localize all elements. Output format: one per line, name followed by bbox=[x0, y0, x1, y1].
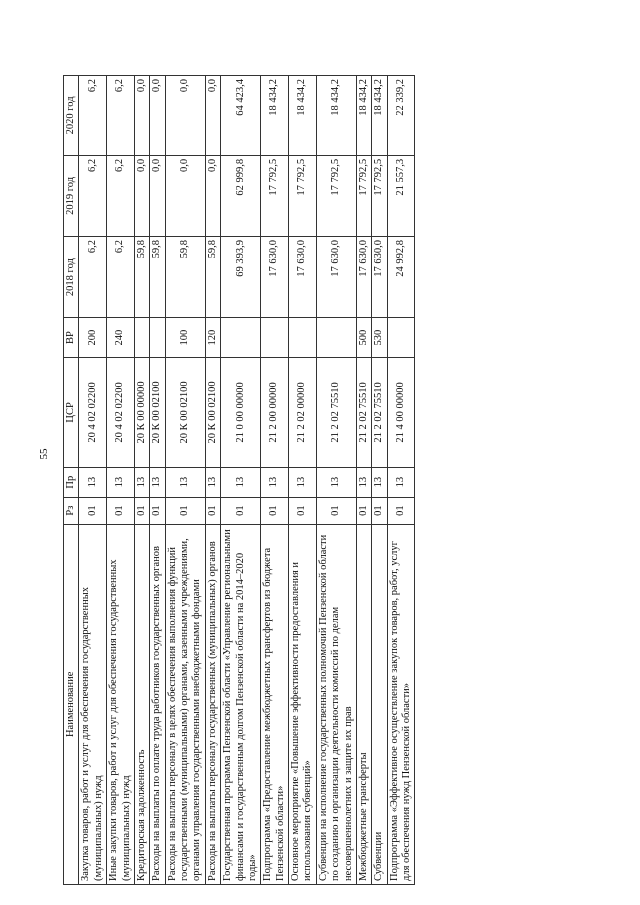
cell-vr bbox=[387, 318, 415, 358]
cell-pr: 13 bbox=[205, 467, 220, 497]
cell-vr bbox=[289, 318, 317, 358]
cell-2020: 0,0 bbox=[165, 76, 205, 156]
page-number: 55 bbox=[38, 448, 50, 460]
cell-2018: 17 630,0 bbox=[356, 237, 371, 318]
col-header-csr: ЦСР bbox=[64, 358, 79, 468]
cell-name: Основное мероприятие «Повышение эффективности предоставления и использования субвенций» bbox=[289, 524, 317, 884]
cell-csr: 21 2 02 75510 bbox=[372, 358, 387, 468]
cell-rz: 01 bbox=[372, 497, 387, 524]
cell-vr: 100 bbox=[165, 318, 205, 358]
cell-vr bbox=[261, 318, 289, 358]
cell-pr: 13 bbox=[221, 467, 261, 497]
cell-pr: 13 bbox=[387, 467, 415, 497]
cell-csr: 20 К 00 02100 bbox=[150, 358, 165, 468]
table-row bbox=[107, 76, 135, 885]
col-header-2020: 2020 год bbox=[64, 76, 79, 156]
cell-rz: 01 bbox=[261, 497, 289, 524]
table-header-row bbox=[64, 76, 79, 885]
cell-csr: 21 2 00 00000 bbox=[261, 358, 289, 468]
cell-rz: 01 bbox=[289, 497, 317, 524]
cell-2018: 17 630,0 bbox=[289, 237, 317, 318]
cell-2020: 0,0 bbox=[205, 76, 220, 156]
cell-2020: 18 434,2 bbox=[289, 76, 317, 156]
cell-2020: 0,0 bbox=[134, 76, 149, 156]
col-header-rz: Рз bbox=[64, 497, 79, 524]
cell-rz: 01 bbox=[79, 497, 107, 524]
cell-vr bbox=[150, 318, 165, 358]
cell-2018: 17 630,0 bbox=[316, 237, 356, 318]
cell-2020: 6,2 bbox=[79, 76, 107, 156]
cell-2019: 0,0 bbox=[165, 155, 205, 236]
cell-csr: 21 4 00 00000 bbox=[387, 358, 415, 468]
cell-pr: 13 bbox=[372, 467, 387, 497]
cell-rz: 01 bbox=[134, 497, 149, 524]
col-header-2019: 2019 год bbox=[64, 155, 79, 236]
cell-2018: 17 630,0 bbox=[372, 237, 387, 318]
cell-csr: 20 4 02 02200 bbox=[79, 358, 107, 468]
cell-2020: 64 423,4 bbox=[221, 76, 261, 156]
cell-2020: 6,2 bbox=[107, 76, 135, 156]
cell-name: Межбюджетные трансферты bbox=[356, 524, 371, 884]
cell-2020: 22 339,2 bbox=[387, 76, 415, 156]
cell-2019: 6,2 bbox=[79, 155, 107, 236]
cell-vr: 530 bbox=[372, 318, 387, 358]
cell-2018: 59,8 bbox=[134, 237, 149, 318]
cell-pr: 13 bbox=[165, 467, 205, 497]
cell-vr: 240 bbox=[107, 318, 135, 358]
cell-csr: 21 2 02 75510 bbox=[356, 358, 371, 468]
cell-2018: 24 992,8 bbox=[387, 237, 415, 318]
cell-vr bbox=[316, 318, 356, 358]
cell-name: Расходы на выплаты персоналу государственных (муниципальных) органов bbox=[205, 524, 220, 884]
cell-2020: 18 434,2 bbox=[356, 76, 371, 156]
cell-pr: 13 bbox=[289, 467, 317, 497]
cell-2019: 0,0 bbox=[205, 155, 220, 236]
col-header-2018: 2018 год bbox=[64, 237, 79, 318]
cell-2019: 62 999,8 bbox=[221, 155, 261, 236]
table-row bbox=[356, 76, 371, 885]
table-row bbox=[205, 76, 220, 885]
cell-2018: 59,8 bbox=[205, 237, 220, 318]
cell-pr: 13 bbox=[316, 467, 356, 497]
cell-2018: 69 393,9 bbox=[221, 237, 261, 318]
cell-pr: 13 bbox=[107, 467, 135, 497]
table-row bbox=[289, 76, 317, 885]
cell-2019: 17 792,5 bbox=[356, 155, 371, 236]
cell-name: Субвенции bbox=[372, 524, 387, 884]
table-row bbox=[261, 76, 289, 885]
table-row bbox=[165, 76, 205, 885]
cell-2020: 0,0 bbox=[150, 76, 165, 156]
table-row bbox=[221, 76, 261, 885]
cell-name: Расходы на выплаты персоналу в целях обеспечения выполнения функций государственными (муниципальными) органами, казенными учреждениями, органами управления государственными внебюджетными фондами bbox=[165, 524, 205, 884]
cell-vr: 120 bbox=[205, 318, 220, 358]
table-row bbox=[134, 76, 149, 885]
table-row bbox=[316, 76, 356, 885]
cell-csr: 21 0 00 00000 bbox=[221, 358, 261, 468]
cell-pr: 13 bbox=[261, 467, 289, 497]
cell-vr bbox=[221, 318, 261, 358]
cell-2019: 17 792,5 bbox=[316, 155, 356, 236]
cell-vr: 200 bbox=[79, 318, 107, 358]
cell-2019: 21 557,3 bbox=[387, 155, 415, 236]
cell-2020: 18 434,2 bbox=[261, 76, 289, 156]
table-container bbox=[63, 75, 526, 885]
cell-2018: 17 630,0 bbox=[261, 237, 289, 318]
table-row bbox=[387, 76, 415, 885]
cell-2020: 18 434,2 bbox=[316, 76, 356, 156]
cell-rz: 01 bbox=[165, 497, 205, 524]
cell-rz: 01 bbox=[205, 497, 220, 524]
cell-rz: 01 bbox=[356, 497, 371, 524]
col-header-pr: Пр bbox=[64, 467, 79, 497]
cell-name: Подпрограмма «Эффективное осуществление закупок товаров, работ, услуг для обеспечения нужд Пензенской области» bbox=[387, 524, 415, 884]
budget-table bbox=[63, 75, 415, 885]
cell-pr: 13 bbox=[356, 467, 371, 497]
cell-vr: 500 bbox=[356, 318, 371, 358]
cell-2019: 0,0 bbox=[134, 155, 149, 236]
cell-2019: 6,2 bbox=[107, 155, 135, 236]
cell-name: Иные закупки товаров, работ и услуг для обеспечения государственных (муниципальных) нужд bbox=[107, 524, 135, 884]
cell-2019: 17 792,5 bbox=[289, 155, 317, 236]
cell-rz: 01 bbox=[387, 497, 415, 524]
cell-csr: 20 К 00 02100 bbox=[165, 358, 205, 468]
cell-2019: 17 792,5 bbox=[261, 155, 289, 236]
cell-name: Кредиторская задолженность bbox=[134, 524, 149, 884]
cell-2020: 18 434,2 bbox=[372, 76, 387, 156]
cell-csr: 20 4 02 02200 bbox=[107, 358, 135, 468]
table-row bbox=[372, 76, 387, 885]
cell-rz: 01 bbox=[221, 497, 261, 524]
cell-csr: 20 К 00 00000 bbox=[134, 358, 149, 468]
cell-name: Закупка товаров, работ и услуг для обеспечения государственных (муниципальных) нужд bbox=[79, 524, 107, 884]
cell-csr: 21 2 02 00000 bbox=[289, 358, 317, 468]
cell-name: Расходы на выплаты по оплате труда работников государственных органов bbox=[150, 524, 165, 884]
cell-2018: 59,8 bbox=[165, 237, 205, 318]
cell-2018: 6,2 bbox=[107, 237, 135, 318]
col-header-vr: ВР bbox=[64, 318, 79, 358]
cell-pr: 13 bbox=[134, 467, 149, 497]
cell-rz: 01 bbox=[150, 497, 165, 524]
cell-2018: 59,8 bbox=[150, 237, 165, 318]
cell-name: Подпрограмма «Предоставление межбюджетных трансфертов из бюджета Пензенской области» bbox=[261, 524, 289, 884]
cell-pr: 13 bbox=[79, 467, 107, 497]
cell-vr bbox=[134, 318, 149, 358]
table-row bbox=[150, 76, 165, 885]
cell-name: Государственная программа Пензенской области «Управление региональными финансами и государственным долгом Пензенской области на 2014–2020 годы» bbox=[221, 524, 261, 884]
cell-rz: 01 bbox=[316, 497, 356, 524]
cell-2019: 0,0 bbox=[150, 155, 165, 236]
table-row bbox=[79, 76, 107, 885]
cell-pr: 13 bbox=[150, 467, 165, 497]
cell-rz: 01 bbox=[107, 497, 135, 524]
cell-2018: 6,2 bbox=[79, 237, 107, 318]
col-header-name: Наименование bbox=[64, 524, 79, 884]
cell-csr: 20 К 00 02100 bbox=[205, 358, 220, 468]
cell-2019: 17 792,5 bbox=[372, 155, 387, 236]
cell-csr: 21 2 02 75510 bbox=[316, 358, 356, 468]
cell-name: Субвенции на исполнение государственных полномочий Пензенской области по созданию и организации деятельности комиссий по делам несовершеннолетних и защите их прав bbox=[316, 524, 356, 884]
